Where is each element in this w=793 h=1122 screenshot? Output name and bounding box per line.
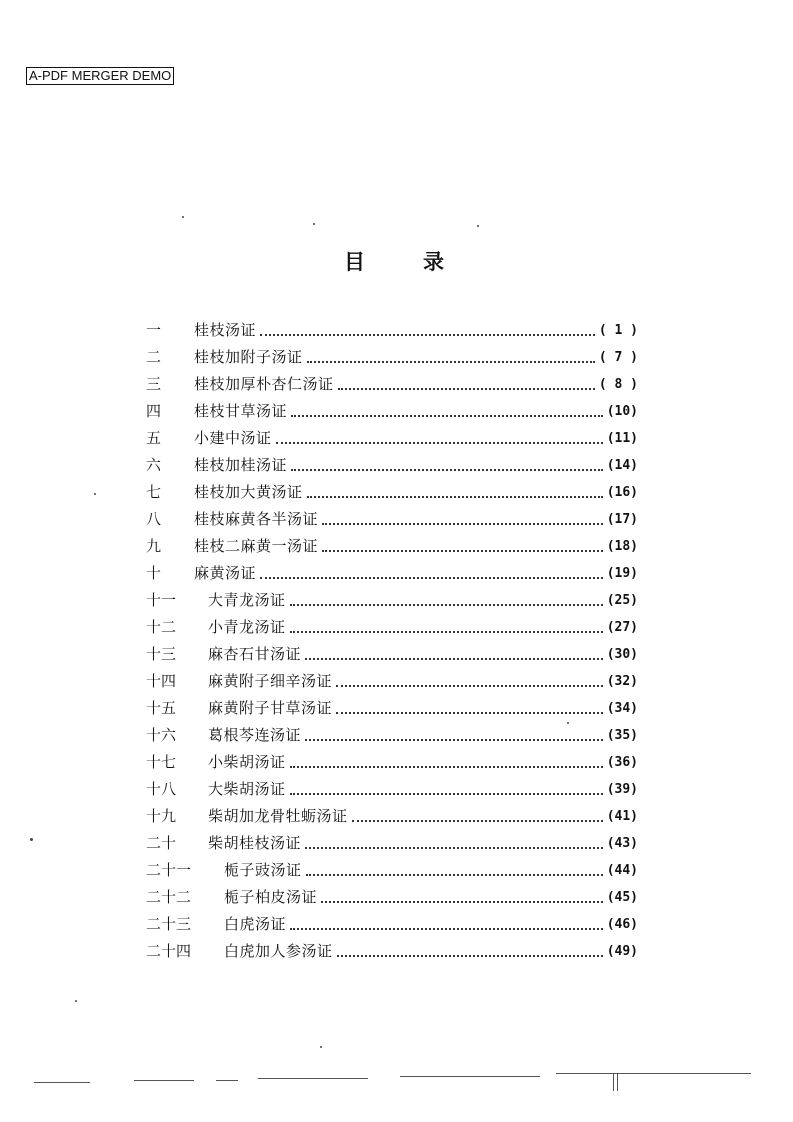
toc-entry-number: 十 <box>146 564 162 582</box>
toc-entry-title: 白虎加人参汤证 <box>224 942 333 960</box>
toc-entry-page: (41) <box>606 809 638 824</box>
toc-entry-page: ( 1 ) <box>598 323 638 338</box>
toc-entry-number: 二十一 <box>146 861 192 879</box>
toc-entry-page: ( 7 ) <box>598 350 638 365</box>
toc-entry-title: 白虎汤证 <box>224 915 287 933</box>
page-title <box>344 248 444 276</box>
leader-dots <box>337 954 603 957</box>
scan-speck <box>30 838 33 841</box>
toc-entry-page: (36) <box>606 755 638 770</box>
toc-entry[interactable] <box>146 749 638 776</box>
scan-speck <box>567 722 569 724</box>
toc-entry-page: (27) <box>606 620 638 635</box>
toc-entry-title: 栀子柏皮汤证 <box>224 888 318 906</box>
scan-edge-line <box>556 1073 751 1074</box>
toc-entry-title: 大柴胡汤证 <box>208 780 286 798</box>
scan-edge-line <box>258 1078 368 1079</box>
toc-entry-number: 十六 <box>146 726 177 744</box>
toc-entry[interactable] <box>146 776 638 803</box>
toc-entry-number: 九 <box>146 537 162 555</box>
toc-entry[interactable] <box>146 452 638 479</box>
toc-entry[interactable] <box>146 938 638 965</box>
toc-entry[interactable] <box>146 371 638 398</box>
toc-entry-number: 十五 <box>146 699 177 717</box>
toc-entry-number: 二十三 <box>146 915 192 933</box>
toc-entry-title: 葛根芩连汤证 <box>208 726 302 744</box>
leader-dots <box>290 927 603 930</box>
toc-entry-title: 小建中汤证 <box>194 429 272 447</box>
toc-entry-title: 麻黄附子细辛汤证 <box>208 672 333 690</box>
toc-entry-number: 十一 <box>146 591 177 609</box>
leader-dots <box>305 738 603 741</box>
toc-entry-number: 八 <box>146 510 162 528</box>
leader-dots <box>307 495 603 498</box>
toc-entry-title: 小青龙汤证 <box>208 618 286 636</box>
leader-dots <box>291 414 603 417</box>
toc-entry-page: (14) <box>606 458 638 473</box>
leader-dots <box>260 576 603 579</box>
scan-edge-line <box>134 1080 194 1081</box>
leader-dots <box>290 603 603 606</box>
toc-entry-number: 一 <box>146 321 162 339</box>
toc-entry[interactable] <box>146 830 638 857</box>
toc-entry-title: 麻黄附子甘草汤证 <box>208 699 333 717</box>
toc-entry[interactable] <box>146 560 638 587</box>
toc-entry-title: 桂枝加桂汤证 <box>194 456 288 474</box>
toc-entry-page: (35) <box>606 728 638 743</box>
toc-entry-title: 桂枝甘草汤证 <box>194 402 288 420</box>
toc-entry-page: (17) <box>606 512 638 527</box>
toc-entry[interactable] <box>146 641 638 668</box>
toc-entry[interactable] <box>146 398 638 425</box>
leader-dots <box>338 387 595 390</box>
toc-entry-page: ( 8 ) <box>598 377 638 392</box>
toc-entry-number: 十八 <box>146 780 177 798</box>
watermark-label: A-PDF MERGER DEMO <box>26 67 174 85</box>
toc-entry-page: (49) <box>606 944 638 959</box>
toc-entry-page: (11) <box>606 431 638 446</box>
leader-dots <box>321 900 603 903</box>
leader-dots <box>276 441 603 444</box>
leader-dots <box>290 630 603 633</box>
toc-entry[interactable] <box>146 533 638 560</box>
toc-entry-title: 栀子豉汤证 <box>224 861 302 879</box>
toc-entry-title: 柴胡加龙骨牡蛎汤证 <box>208 807 348 825</box>
leader-dots <box>352 819 603 822</box>
toc-entry-page: (18) <box>606 539 638 554</box>
toc-entry-title: 大青龙汤证 <box>208 591 286 609</box>
leader-dots <box>322 522 603 525</box>
toc-entry-number: 三 <box>146 375 162 393</box>
scan-speck <box>320 1046 322 1048</box>
leader-dots <box>291 468 603 471</box>
toc-entry[interactable] <box>146 479 638 506</box>
scan-speck <box>94 493 96 495</box>
scan-edge-line <box>400 1076 540 1077</box>
page-title-char-2: 录 <box>423 250 444 274</box>
leader-dots <box>336 684 603 687</box>
toc-entry-number: 四 <box>146 402 162 420</box>
toc-entry[interactable] <box>146 884 638 911</box>
leader-dots <box>260 333 595 336</box>
toc-entry-page: (30) <box>606 647 638 662</box>
leader-dots <box>336 711 603 714</box>
toc-entry[interactable] <box>146 344 638 371</box>
toc-entry[interactable] <box>146 506 638 533</box>
toc-entry-page: (25) <box>606 593 638 608</box>
scan-speck <box>313 223 315 225</box>
scan-speck <box>182 216 184 218</box>
toc-entry-title: 桂枝加大黄汤证 <box>194 483 303 501</box>
leader-dots <box>305 846 603 849</box>
toc-entry-number: 二十四 <box>146 942 192 960</box>
toc-entry-page: (39) <box>606 782 638 797</box>
toc-entry-title: 柴胡桂枝汤证 <box>208 834 302 852</box>
page-title-char-1: 目 <box>344 250 365 274</box>
scan-edge-line <box>613 1073 614 1091</box>
toc-entry-page: (10) <box>606 404 638 419</box>
leader-dots <box>290 765 603 768</box>
toc-entry[interactable] <box>146 425 638 452</box>
toc-entry[interactable] <box>146 587 638 614</box>
toc-entry[interactable] <box>146 857 638 884</box>
toc-entry-number: 十三 <box>146 645 177 663</box>
scan-edge-line <box>34 1082 90 1083</box>
toc-entry-page: (34) <box>606 701 638 716</box>
toc-entry-number: 五 <box>146 429 162 447</box>
toc-entry[interactable] <box>146 722 638 749</box>
toc-entry-number: 二十二 <box>146 888 192 906</box>
toc-entry-page: (43) <box>606 836 638 851</box>
toc-entry-title: 麻黄汤证 <box>194 564 257 582</box>
leader-dots <box>306 873 603 876</box>
toc-entry[interactable] <box>146 803 638 830</box>
leader-dots <box>322 549 603 552</box>
toc-entry-page: (32) <box>606 674 638 689</box>
toc-entry-number: 十二 <box>146 618 177 636</box>
toc-entry[interactable] <box>146 695 638 722</box>
toc-entry-number: 七 <box>146 483 162 501</box>
scan-speck <box>477 225 479 227</box>
toc-entry-title: 桂枝加附子汤证 <box>194 348 303 366</box>
toc-entry-page: (44) <box>606 863 638 878</box>
toc-entry[interactable] <box>146 668 638 695</box>
scan-speck <box>75 1000 77 1002</box>
leader-dots <box>290 792 603 795</box>
table-of-contents <box>146 317 638 965</box>
toc-entry-title: 小柴胡汤证 <box>208 753 286 771</box>
toc-entry-title: 桂枝二麻黄一汤证 <box>194 537 319 555</box>
toc-entry-number: 十四 <box>146 672 177 690</box>
toc-entry-page: (19) <box>606 566 638 581</box>
toc-entry-page: (45) <box>606 890 638 905</box>
toc-entry-page: (16) <box>606 485 638 500</box>
toc-entry-title: 桂枝汤证 <box>194 321 257 339</box>
toc-entry-title: 麻杏石甘汤证 <box>208 645 302 663</box>
scan-edge-line <box>216 1080 238 1081</box>
toc-entry-number: 二十 <box>146 834 177 852</box>
toc-entry-number: 六 <box>146 456 162 474</box>
toc-entry-number: 十九 <box>146 807 177 825</box>
leader-dots <box>307 360 595 363</box>
toc-entry-page: (46) <box>606 917 638 932</box>
toc-entry[interactable] <box>146 911 638 938</box>
toc-entry[interactable] <box>146 317 638 344</box>
toc-entry-title: 桂枝麻黄各半汤证 <box>194 510 319 528</box>
toc-entry-number: 二 <box>146 348 162 366</box>
leader-dots <box>305 657 603 660</box>
scan-edge-line <box>617 1073 618 1091</box>
toc-entry[interactable] <box>146 614 638 641</box>
toc-entry-title: 桂枝加厚朴杏仁汤证 <box>194 375 334 393</box>
toc-entry-number: 十七 <box>146 753 177 771</box>
